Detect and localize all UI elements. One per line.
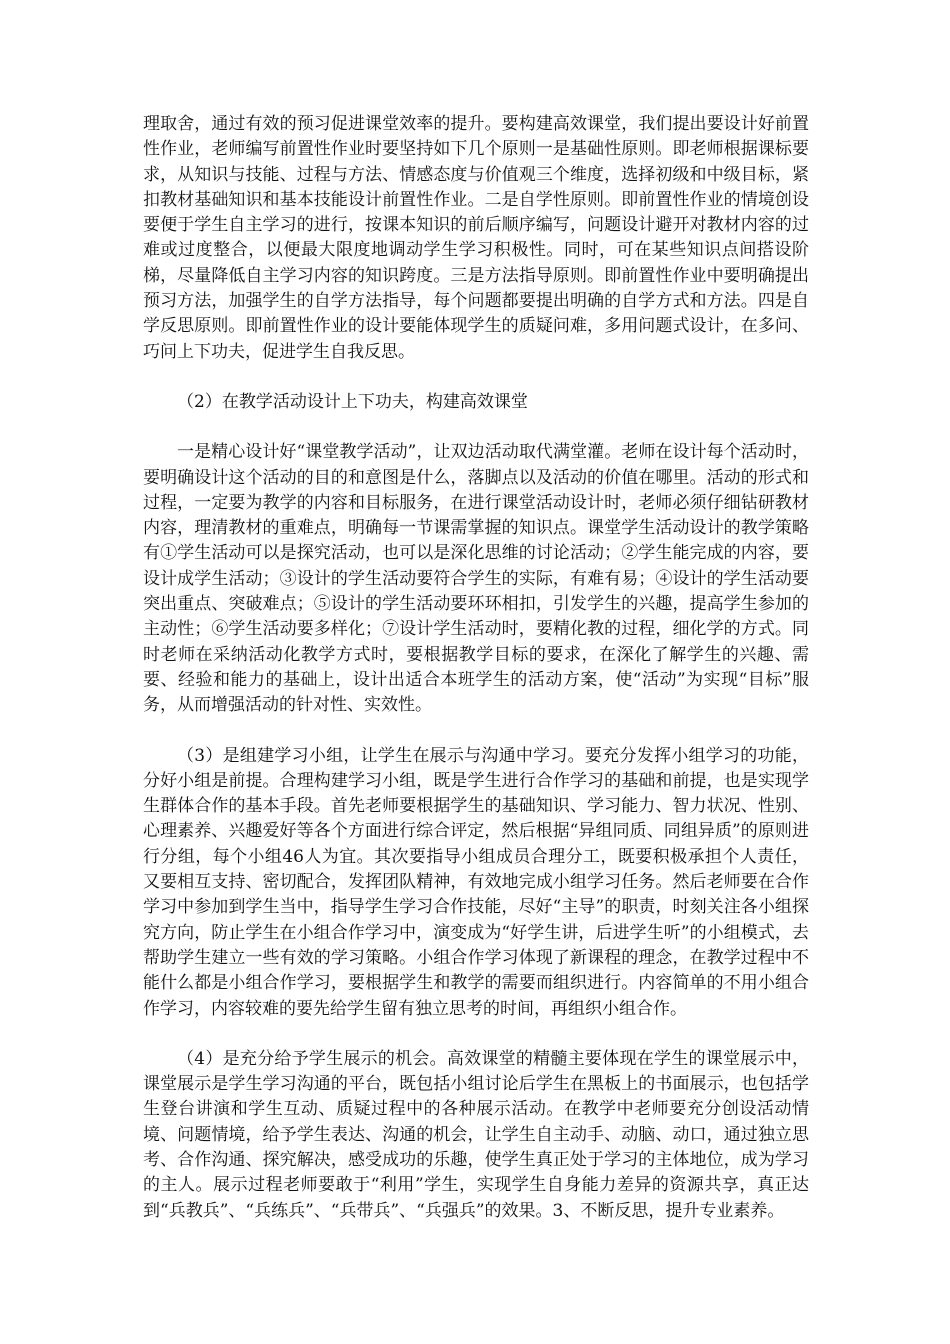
document-page xyxy=(143,112,809,1224)
paragraph-preview-principles: 理取舍，通过有效的预习促进课堂效率的提升。要构建高效课堂，我们提出要设计好前置性作业，老师编写前置性作业时要坚持如下几个原则一是基础性原则。即老师根据课标要求，从知识与技能、过程与方法、情感态度与价值观三个维度，选择初级和中级目标，紧扣教材基础知识和基本技能设计前置性作业。二是自学性原则。即前置性作业的情境创设要便于学生自主学习的进行，按课本知识的前后顺序编写，问题设计避开对教材内容的过难或过度整合，以便最大限度地调动学生学习积极性。同时，可在某些知识点间搭设阶梯，尽量降低自主学习内容的知识跨度。三是方法指导原则。即前置性作业中要明确提出预习方法，加强学生的自学方法指导，每个问题都要提出明确的自学方式和方法。四是自学反思原则。即前置性作业的设计要能体现学生的质疑问难，多用问题式设计，在多问、巧问上下功夫，促进学生自我反思。 xyxy=(143,114,809,362)
paragraph-activity-design: 一是精心设计好“课堂教学活动”，让双边活动取代满堂灌。老师在设计每个活动时，要明确设计这个活动的目的和意图是什么，落脚点以及活动的价值在哪里。活动的形式和过程，一定要为教学的内容和目标服务，在进行课堂活动设计时，老师必须仔细钻研教材内容，理清教材的重难点，明确每一节课需掌握的知识点。课堂学生活动设计的教学策略有①学生活动可以是探究活动，也可以是深化思维的讨论活动；②学生能完成的内容，要设计成学生活动；③设计的学生活动要符合学生的实际，有难有易；④设计的学生活动要突出重点、突破难点；⑤设计的学生活动要环环相扣，引发学生的兴趣，提高学生参加的主动性；⑥学生活动要多样化；⑦设计学生活动时，要精化教的过程，细化学的方式。同时老师在采纳活动化教学方式时，要根据教学目标的要求，在深化了解学生的兴趣、需要、经验和能力的基础上，设计出适合本班学生的活动方案，使“活动”为实现“目标”服务，从而增强活动的针对性、实效性。 xyxy=(143,442,809,716)
paragraph-student-showcase: （4）是充分给予学生展示的机会。高效课堂的精髓主要体现在学生的课堂展示中，课堂展示是学生学习沟通的平台，既包括小组讨论后学生在黑板上的书面展示，也包括学生登台讲演和学生互动、质疑过程中的各种展示活动。在教学中老师要充分创设活动情境、问题情境，给予学生表达、沟通的机会，让学生自主动手、动脑、动口，通过独立思考、合作沟通、探究解决，感受成功的乐趣，使学生真正处于学习的主体地位，成为学习的主人。展示过程老师要敢于“利用”学生，实现学生自身能力差异的资源共享，真正达到“兵教兵”、“兵练兵”、“兵带兵”、“兵强兵”的效果。3、不断反思，提升专业素养。 xyxy=(143,1048,809,1221)
paragraph-study-groups: （3）是组建学习小组，让学生在展示与沟通中学习。要充分发挥小组学习的功能，分好小组是前提。合理构建学习小组，既是学生进行合作学习的基础和前提，也是实现学生群体合作的基本手段。首先老师要根据学生的基础知识、学习能力、智力状况、性别、心理素养、兴趣爱好等各个方面进行综合评定，然后根据“异组同质、同组异质”的原则进行分组，每个小组46人为宜。其次要指导小组成员合理分工，既要积极承担个人责任，又要相互支持、密切配合，发挥团队精神，有效地完成小组学习任务。然后老师要在合作学习中参加到学生当中，指导学生学习合作技能，尽好“主导”的职责，时刻关注各小组探究方向，防止学生在小组合作学习中，演变成为“好学生讲，后进学生听”的小组模式，去帮助学生建立一些有效的学习策略。小组合作学习体现了新课程的理念，在教学过程中不能什么都是小组合作学习，要根据学生和教学的需要而组织进行。内容简单的不用小组合作学习，内容较难的要先给学生留有独立思考的时间，再组织小组合作。 xyxy=(143,745,809,1019)
section-heading-activity-design: （2）在教学活动设计上下功夫，构建高效课堂 xyxy=(177,391,528,412)
